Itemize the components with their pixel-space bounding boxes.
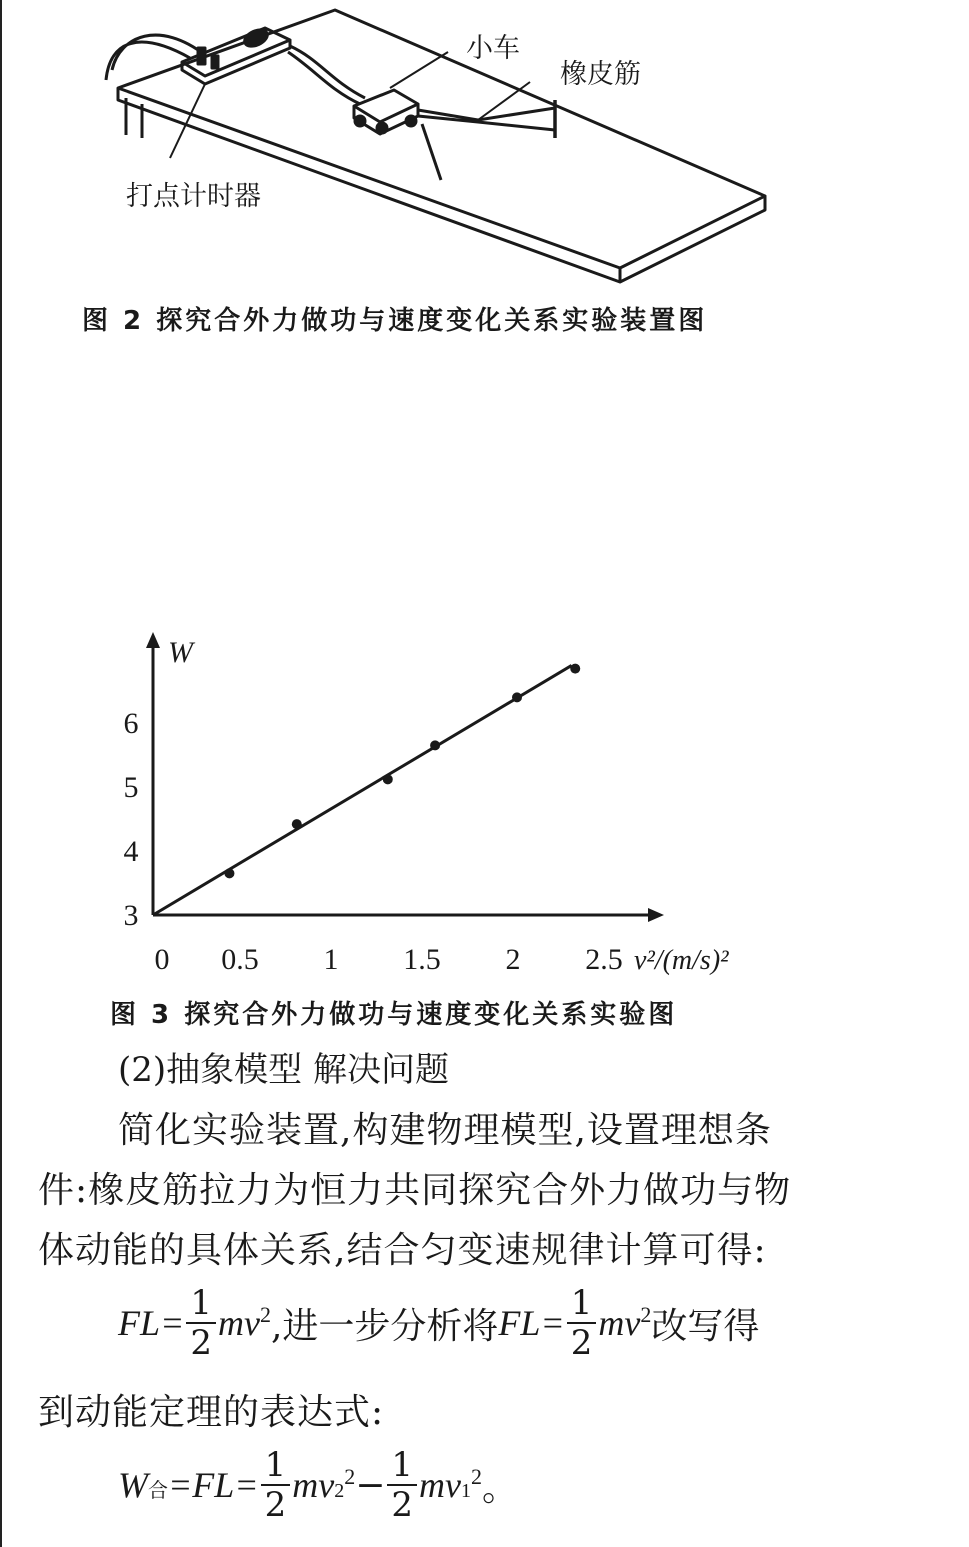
- data-point-2: [292, 819, 302, 829]
- paragraph-line-2: 件:橡皮筋拉力为恒力共同探究合外力做功与物: [38, 1170, 792, 1211]
- paragraph-line-1: 简化实验装置,构建物理模型,设置理想条: [118, 1110, 772, 1151]
- x-tick-label: 0: [154, 943, 170, 976]
- equation-1: [118, 1284, 759, 1362]
- cart-hook: [422, 124, 441, 180]
- eq1-lhs: FL=: [118, 1303, 185, 1343]
- paper-tape: [288, 46, 365, 104]
- cart-label: 小车: [466, 33, 520, 64]
- y-tick-label: 4: [123, 835, 139, 868]
- figure3-caption: 图 3 探究合外力做功与速度变化关系实验图: [110, 1000, 678, 1030]
- y-tick-label: 5: [123, 771, 139, 804]
- eq2-fl: =FL=: [168, 1465, 259, 1505]
- rubber-band-label: 橡皮筋: [560, 59, 641, 90]
- data-point-4: [430, 740, 440, 750]
- eq2-minus: −: [355, 1464, 386, 1506]
- x-tick-label: 1.5: [403, 943, 441, 976]
- y-axis-label: W: [168, 636, 193, 669]
- eq2-fraction-1: $\frac{1}{2}$: [261, 1446, 291, 1524]
- paragraph-line-3: 体动能的具体关系,结合匀变速规律计算可得:: [38, 1230, 767, 1271]
- eq1-term: $mv^2$: [217, 1302, 271, 1343]
- data-point-6: [570, 664, 580, 674]
- eq1-end-text: 改写得: [651, 1305, 760, 1347]
- timer-disk: [242, 27, 270, 50]
- section-heading: (2)抽象模型 解决问题: [118, 1050, 449, 1090]
- eq2-term-1: $mv2^2$: [292, 1464, 356, 1505]
- eq2-end: 。: [482, 1467, 519, 1509]
- y-axis-arrow: [146, 632, 160, 648]
- eq2-term-2: $mv1^2$: [419, 1464, 483, 1505]
- y-tick-label: 3: [123, 899, 139, 932]
- eq1-mid-text: ,进一步分析将: [270, 1305, 499, 1347]
- eq2-fraction-2: $\frac{1}{2}$: [387, 1446, 417, 1524]
- x-tick-label: 2.5: [585, 943, 623, 976]
- x-tick-label: 2: [505, 943, 521, 976]
- data-point-3: [383, 774, 393, 784]
- eq2-w: W合: [118, 1465, 168, 1505]
- work-velocity-chart: [0, 620, 969, 990]
- paragraph-line-4: 到动能定理的表达式:: [38, 1392, 385, 1433]
- x-tick-label: 0.5: [221, 943, 259, 976]
- x-tick-label: 1: [323, 943, 339, 976]
- eq1-fraction-2: $\frac{1}{2}$: [567, 1284, 597, 1362]
- data-point-5: [512, 692, 522, 702]
- eq1-lhs-2: FL=: [498, 1303, 565, 1343]
- equation-2: [118, 1446, 518, 1524]
- rubber-band: [418, 108, 555, 130]
- data-point-1: [224, 868, 234, 878]
- eq1-fraction: $\frac{1}{2}$: [186, 1284, 216, 1362]
- figure2-caption: 图 2 探究合外力做功与速度变化关系实验装置图: [82, 306, 708, 336]
- y-tick-label: 6: [123, 707, 139, 740]
- x-axis-label: v²/(m/s)²: [634, 945, 729, 976]
- x-axis-arrow: [648, 908, 664, 922]
- eq1-term-2: $mv^2$: [598, 1302, 652, 1343]
- timer-label: 打点计时器: [126, 181, 261, 212]
- fit-line: [153, 665, 572, 915]
